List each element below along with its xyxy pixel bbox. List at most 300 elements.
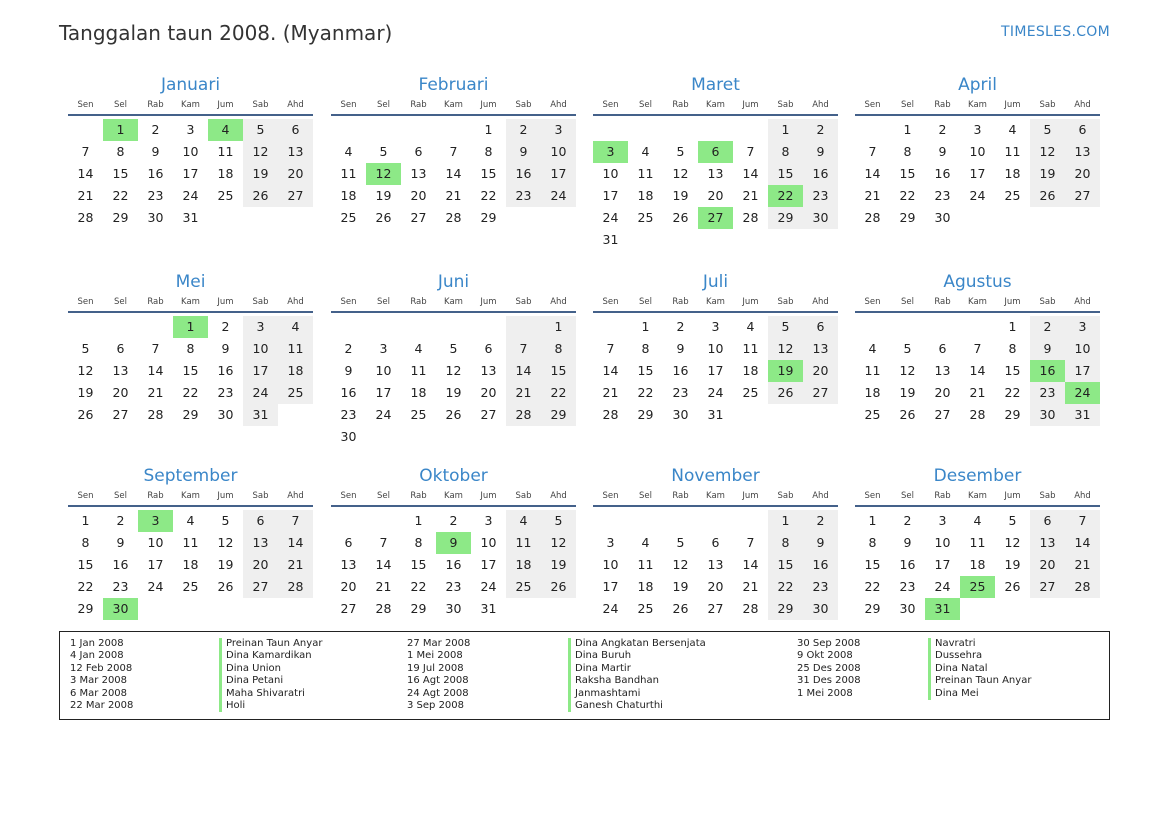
month-title: Desember (933, 466, 1022, 486)
day-cell: 8 (484, 144, 493, 159)
day-cell: 30 (217, 407, 234, 422)
month-november (593, 464, 838, 620)
weekday-label: Sab (252, 100, 269, 110)
weekday-label: Rab (672, 100, 689, 110)
day-cell: 17 (182, 166, 199, 181)
weekday-label: Sen (602, 491, 619, 501)
day-cell: 27 (803, 382, 838, 404)
day-cell: 25 (742, 385, 759, 400)
weekday-label: Jum (480, 297, 497, 307)
weekday-label: Ahd (1074, 491, 1091, 501)
day-cell: 31 (480, 601, 497, 616)
day-cell: 21 (1065, 554, 1100, 576)
day-cell: 24 (934, 579, 951, 594)
day-cell: 25 (864, 407, 881, 422)
day-cell: 27 (707, 601, 724, 616)
day-cell: 10 (602, 166, 619, 181)
day-cell: 24 (1065, 382, 1100, 404)
empty-cell (1065, 598, 1100, 620)
day-cell: 24 (541, 185, 576, 207)
day-cell: 29 (637, 407, 654, 422)
weekday-label: Sel (901, 297, 914, 307)
day-cell: 30 (445, 601, 462, 616)
day-cell: 19 (77, 385, 94, 400)
holiday-name: Ganesh Chaturthi (575, 700, 663, 712)
empty-cell (768, 229, 803, 251)
day-cell: 27 (243, 576, 278, 598)
empty-cell (663, 229, 698, 251)
day-cell: 18 (410, 385, 427, 400)
day-cell: 20 (480, 385, 497, 400)
day-cell: 25 (960, 576, 995, 598)
weekday-label: Jum (742, 491, 759, 501)
page-title: Tanggalan taun 2008. (Myanmar) (59, 21, 393, 45)
weekday-label: Kam (706, 297, 725, 307)
weekday-label: Jum (1004, 491, 1021, 501)
empty-cell (663, 510, 698, 532)
empty-cell (103, 316, 138, 338)
empty-cell (278, 404, 313, 426)
day-cell: 4 (208, 119, 243, 141)
day-cell: 26 (375, 210, 392, 225)
day-cell: 21 (969, 385, 986, 400)
day-cell: 4 (641, 144, 650, 159)
empty-cell (995, 207, 1030, 229)
day-cell: 7 (81, 144, 90, 159)
day-cell: 13 (243, 532, 278, 554)
day-cell: 24 (480, 579, 497, 594)
weekday-label: Kam (706, 100, 725, 110)
day-cell: 28 (445, 210, 462, 225)
empty-cell (960, 207, 995, 229)
empty-cell (663, 119, 698, 141)
empty-cell (471, 316, 506, 338)
holiday-date: 1 Jan 2008 (70, 638, 124, 649)
day-cell: 15 (1004, 363, 1021, 378)
day-grid (331, 119, 576, 229)
day-cell: 2 (938, 122, 947, 137)
day-cell: 7 (973, 341, 982, 356)
day-cell: 2 (903, 513, 912, 528)
month-maret (593, 73, 838, 251)
weekday-label: Sel (639, 491, 652, 501)
weekday-label: Sel (114, 100, 127, 110)
empty-cell (628, 510, 663, 532)
day-cell: 22 (899, 188, 916, 203)
empty-cell (628, 119, 663, 141)
day-cell: 25 (506, 576, 541, 598)
day-cell: 7 (606, 341, 615, 356)
day-cell: 3 (186, 122, 195, 137)
day-cell: 24 (969, 188, 986, 203)
day-cell: 20 (112, 385, 129, 400)
day-cell: 13 (934, 363, 951, 378)
month-januari (68, 73, 313, 229)
day-cell: 7 (746, 144, 755, 159)
day-cell: 12 (445, 363, 462, 378)
day-cell: 4 (506, 510, 541, 532)
empty-cell (138, 598, 173, 620)
day-cell: 18 (278, 360, 313, 382)
day-cell: 13 (410, 166, 427, 181)
weekday-label: Sel (901, 100, 914, 110)
day-cell: 8 (768, 532, 803, 554)
day-grid (855, 119, 1100, 229)
day-cell: 18 (1004, 166, 1021, 181)
empty-cell (68, 316, 103, 338)
day-cell: 26 (672, 210, 689, 225)
day-cell: 3 (484, 513, 493, 528)
day-cell: 14 (506, 360, 541, 382)
weekday-label: Rab (410, 100, 427, 110)
month-title: April (958, 75, 997, 95)
day-cell: 8 (186, 341, 195, 356)
weekday-label: Rab (147, 100, 164, 110)
day-cell: 10 (182, 144, 199, 159)
day-cell: 28 (864, 210, 881, 225)
day-cell: 25 (1004, 188, 1021, 203)
day-cell: 1 (81, 513, 90, 528)
day-cell: 20 (278, 163, 313, 185)
weekday-label: Sab (515, 100, 532, 110)
weekday-label: Sen (340, 491, 357, 501)
weekday-label: Kam (444, 297, 463, 307)
day-cell: 2 (506, 119, 541, 141)
day-cell: 23 (672, 385, 689, 400)
weekday-header (68, 97, 313, 116)
weekday-label: Kam (968, 491, 987, 501)
weekday-label: Jum (742, 100, 759, 110)
day-cell: 18 (864, 385, 881, 400)
month-mei (68, 270, 313, 426)
empty-cell (208, 598, 243, 620)
empty-cell (506, 316, 541, 338)
day-cell: 29 (480, 210, 497, 225)
day-cell: 13 (278, 141, 313, 163)
day-cell: 23 (506, 185, 541, 207)
day-cell: 21 (278, 554, 313, 576)
empty-cell (68, 119, 103, 141)
day-cell: 6 (938, 341, 947, 356)
day-cell: 31 (602, 232, 619, 247)
day-cell: 18 (182, 557, 199, 572)
empty-cell (925, 316, 960, 338)
weekday-label: Sen (602, 297, 619, 307)
day-cell: 8 (116, 144, 125, 159)
day-cell: 22 (541, 382, 576, 404)
holiday-dates-column-3 (797, 638, 861, 700)
empty-cell (278, 598, 313, 620)
empty-cell (331, 316, 366, 338)
weekday-label: Sen (340, 100, 357, 110)
day-cell: 10 (934, 535, 951, 550)
day-cell: 11 (969, 535, 986, 550)
day-cell: 17 (480, 557, 497, 572)
empty-cell (436, 316, 471, 338)
day-cell: 5 (221, 513, 230, 528)
day-cell: 29 (77, 601, 94, 616)
day-cell: 21 (602, 385, 619, 400)
weekday-label: Jum (217, 491, 234, 501)
day-cell: 26 (768, 382, 803, 404)
day-cell: 22 (864, 579, 881, 594)
day-cell: 11 (182, 535, 199, 550)
weekday-label: Kam (968, 100, 987, 110)
weekday-label: Ahd (812, 491, 829, 501)
holiday-name: Dina Union (226, 662, 282, 674)
weekday-label: Sab (777, 491, 794, 501)
day-cell: 30 (803, 598, 838, 620)
day-cell: 17 (147, 557, 164, 572)
day-cell: 12 (899, 363, 916, 378)
day-cell: 9 (221, 341, 230, 356)
day-cell: 29 (541, 404, 576, 426)
weekday-label: Kam (968, 297, 987, 307)
day-cell: 27 (340, 601, 357, 616)
day-cell: 14 (278, 532, 313, 554)
day-cell: 14 (969, 363, 986, 378)
weekday-label: Ahd (550, 491, 567, 501)
weekday-label: Sen (864, 100, 881, 110)
empty-cell (401, 316, 436, 338)
weekday-header (68, 488, 313, 507)
day-cell: 11 (742, 341, 759, 356)
day-grid (68, 316, 313, 426)
empty-cell (541, 426, 576, 448)
day-cell: 5 (768, 316, 803, 338)
day-cell: 1 (903, 122, 912, 137)
day-cell: 15 (541, 360, 576, 382)
weekday-label: Ahd (287, 100, 304, 110)
day-cell: 22 (182, 385, 199, 400)
day-cell: 29 (768, 598, 803, 620)
day-cell: 19 (541, 554, 576, 576)
day-cell: 31 (182, 210, 199, 225)
day-cell: 25 (340, 210, 357, 225)
day-cell: 17 (1065, 360, 1100, 382)
day-cell: 20 (934, 385, 951, 400)
holiday-name: Dina Petani (226, 675, 284, 687)
day-cell: 3 (243, 316, 278, 338)
day-cell: 17 (243, 360, 278, 382)
weekday-label: Sen (77, 297, 94, 307)
day-cell: 11 (637, 166, 654, 181)
empty-cell (803, 404, 838, 426)
weekday-header (593, 97, 838, 116)
day-cell: 21 (742, 188, 759, 203)
day-cell: 14 (864, 166, 881, 181)
day-cell: 5 (81, 341, 90, 356)
day-cell: 21 (147, 385, 164, 400)
holiday-date: 1 Mei 2008 (797, 687, 853, 699)
empty-cell (401, 119, 436, 141)
holiday-name: Dina Kamardikan (226, 650, 312, 662)
weekday-header (855, 294, 1100, 313)
weekday-header (855, 97, 1100, 116)
day-cell: 12 (672, 557, 689, 572)
day-cell: 3 (606, 535, 615, 550)
holiday-date: 30 Sep 2008 (797, 638, 861, 649)
day-cell: 3 (938, 513, 947, 528)
day-cell: 26 (445, 407, 462, 422)
holiday-name: Holi (226, 700, 246, 712)
day-cell: 30 (672, 407, 689, 422)
day-cell: 22 (637, 385, 654, 400)
day-cell: 23 (147, 188, 164, 203)
day-cell: 16 (217, 363, 234, 378)
day-cell: 28 (506, 404, 541, 426)
weekday-label: Sen (602, 100, 619, 110)
day-cell: 9 (676, 341, 685, 356)
day-cell: 10 (602, 557, 619, 572)
day-cell: 13 (480, 363, 497, 378)
day-grid (68, 510, 313, 620)
day-cell: 15 (768, 554, 803, 576)
day-cell: 15 (899, 166, 916, 181)
day-cell: 7 (278, 510, 313, 532)
empty-cell (733, 119, 768, 141)
day-cell: 8 (541, 338, 576, 360)
weekday-label: Sel (639, 297, 652, 307)
day-cell: 30 (899, 601, 916, 616)
day-cell: 18 (506, 554, 541, 576)
day-cell: 14 (1065, 532, 1100, 554)
day-cell: 24 (602, 210, 619, 225)
weekday-label: Ahd (812, 297, 829, 307)
day-cell: 10 (147, 535, 164, 550)
day-cell: 20 (1030, 554, 1065, 576)
weekday-label: Ahd (1074, 297, 1091, 307)
day-cell: 7 (379, 535, 388, 550)
day-cell: 9 (803, 141, 838, 163)
day-grid (593, 119, 838, 251)
day-cell: 8 (81, 535, 90, 550)
weekday-label: Jum (217, 100, 234, 110)
day-cell: 13 (1030, 532, 1065, 554)
day-cell: 28 (278, 576, 313, 598)
weekday-label: Sel (639, 100, 652, 110)
day-cell: 4 (186, 513, 195, 528)
day-cell: 8 (903, 144, 912, 159)
day-cell: 30 (147, 210, 164, 225)
day-cell: 19 (768, 360, 803, 382)
day-cell: 14 (77, 166, 94, 181)
day-cell: 6 (1030, 510, 1065, 532)
empty-cell (628, 229, 663, 251)
day-grid (68, 119, 313, 229)
day-cell: 12 (1004, 535, 1021, 550)
day-cell: 15 (182, 363, 199, 378)
month-april (855, 73, 1100, 229)
day-cell: 22 (77, 579, 94, 594)
day-cell: 13 (112, 363, 129, 378)
day-cell: 29 (112, 210, 129, 225)
day-cell: 14 (742, 166, 759, 181)
day-cell: 17 (602, 579, 619, 594)
weekday-header (331, 294, 576, 313)
empty-cell (436, 426, 471, 448)
day-cell: 5 (676, 535, 685, 550)
holiday-name: Dina Natal (935, 662, 988, 674)
day-cell: 31 (925, 598, 960, 620)
day-cell: 6 (711, 535, 720, 550)
day-cell: 26 (1030, 185, 1065, 207)
day-cell: 29 (1004, 407, 1021, 422)
day-cell: 1 (414, 513, 423, 528)
day-cell: 27 (480, 407, 497, 422)
weekday-label: Sab (252, 491, 269, 501)
month-title: Juli (702, 272, 729, 292)
day-cell: 21 (742, 579, 759, 594)
day-cell: 1 (103, 119, 138, 141)
day-cell: 27 (698, 207, 733, 229)
day-cell: 11 (340, 166, 357, 181)
day-cell: 2 (116, 513, 125, 528)
day-cell: 16 (672, 363, 689, 378)
day-cell: 6 (278, 119, 313, 141)
weekday-label: Rab (934, 491, 951, 501)
day-cell: 24 (182, 188, 199, 203)
day-cell: 4 (641, 535, 650, 550)
holiday-name: Preinan Taun Anyar (226, 638, 323, 649)
day-cell: 4 (1008, 122, 1017, 137)
day-cell: 15 (112, 166, 129, 181)
day-cell: 4 (344, 144, 353, 159)
month-title: Februari (418, 75, 489, 95)
day-cell: 23 (445, 579, 462, 594)
day-cell: 9 (938, 144, 947, 159)
weekday-label: Sab (1039, 491, 1056, 501)
day-cell: 19 (217, 557, 234, 572)
holiday-name: Janmashtami (575, 687, 641, 699)
day-cell: 30 (1030, 404, 1065, 426)
day-cell: 28 (602, 407, 619, 422)
holiday-date: 22 Mar 2008 (70, 700, 134, 712)
empty-cell (401, 426, 436, 448)
day-cell: 22 (768, 576, 803, 598)
day-cell: 5 (676, 144, 685, 159)
holiday-names-column-1 (219, 638, 322, 712)
weekday-label: Sen (340, 297, 357, 307)
day-cell: 9 (1030, 338, 1065, 360)
weekday-label: Sen (77, 491, 94, 501)
weekday-label: Jum (742, 297, 759, 307)
brand-link[interactable]: TIMESLES.COM (1001, 24, 1110, 40)
day-cell: 11 (217, 144, 234, 159)
holiday-date: 31 Des 2008 (797, 675, 861, 687)
day-cell: 11 (637, 557, 654, 572)
day-cell: 1 (173, 316, 208, 338)
day-cell: 30 (103, 598, 138, 620)
weekday-label: Sen (77, 100, 94, 110)
empty-cell (855, 316, 890, 338)
weekday-label: Ahd (812, 100, 829, 110)
month-title: November (671, 466, 760, 486)
day-cell: 23 (340, 407, 357, 422)
weekday-header (593, 294, 838, 313)
day-cell: 2 (1030, 316, 1065, 338)
day-cell: 16 (112, 557, 129, 572)
day-cell: 17 (602, 188, 619, 203)
day-cell: 27 (278, 185, 313, 207)
day-cell: 21 (375, 579, 392, 594)
day-cell: 12 (1030, 141, 1065, 163)
day-cell: 20 (803, 360, 838, 382)
day-cell: 2 (449, 513, 458, 528)
empty-cell (278, 207, 313, 229)
month-juni (331, 270, 576, 448)
month-title: Agustus (943, 272, 1012, 292)
